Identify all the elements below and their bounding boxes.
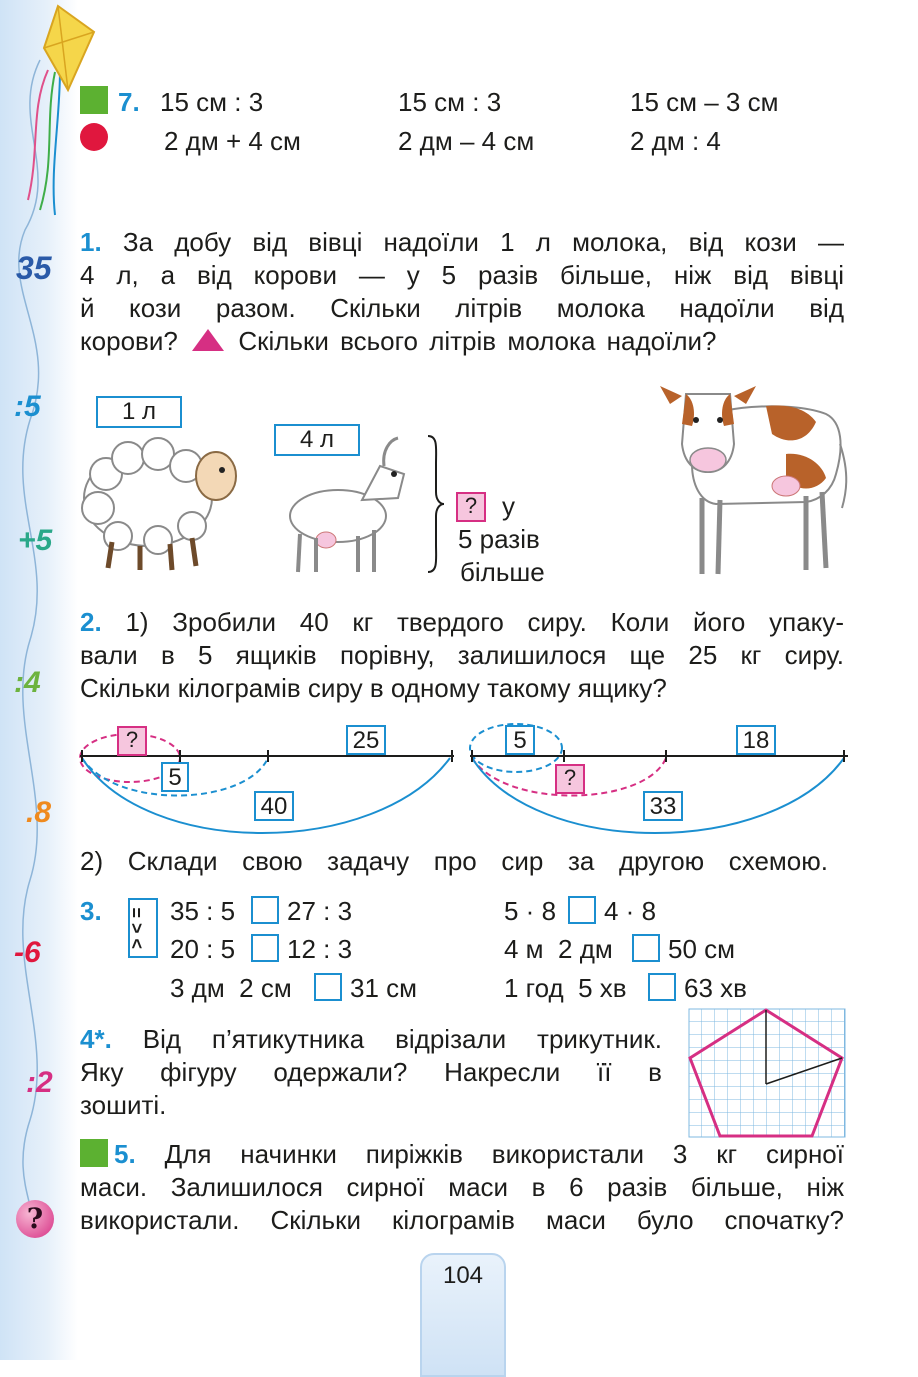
- goat-label-box: 4 л: [274, 424, 360, 456]
- task3-expr: 4 м 2 дм: [504, 934, 613, 964]
- brace-text: 5 разів: [458, 524, 540, 554]
- scheme-value-box: 40: [254, 791, 294, 821]
- sidebar-number: +5: [18, 524, 53, 557]
- answer-box[interactable]: [251, 934, 279, 962]
- sheep-label-box: 1 л: [96, 396, 182, 428]
- task3-expr: 50 см: [668, 934, 736, 964]
- task7-expr: 2 дм + 4 см: [164, 126, 301, 156]
- sidebar-number: :2: [26, 1066, 53, 1099]
- kite-icon: [38, 4, 98, 94]
- goat-illustration: [286, 430, 416, 580]
- brace-text: більше: [460, 557, 545, 587]
- task2-line: вали в 5 ящиків порівну, залишилося ще 25 кг сиру.: [80, 640, 844, 670]
- task1-line: й кози разом. Скільки літрів молока надоїли від: [80, 293, 844, 323]
- sidebar-number: .8: [26, 796, 52, 829]
- answer-box[interactable]: [314, 973, 342, 1001]
- scheme-value-box: 5: [161, 762, 189, 792]
- green-square-icon: [80, 86, 108, 114]
- task1-text: [80, 226, 844, 358]
- task7-expr: 15 см – 3 см: [630, 87, 779, 117]
- sidebar-number: :4: [14, 666, 41, 699]
- brace-icon: [424, 434, 448, 574]
- brace-text: у: [502, 491, 515, 521]
- task4-text: 4*. Від п’ятикутника відрізали трикутник. Яку фігуру одержали? Накресли її в зошиті.: [80, 1024, 662, 1120]
- pentagon-grid-figure: [688, 1008, 846, 1138]
- task3-expr: 3 дм 2 см: [170, 973, 292, 1003]
- question-box: ?: [555, 764, 585, 794]
- red-circle-icon: [80, 123, 108, 151]
- answer-box[interactable]: [648, 973, 676, 1001]
- sidebar-number: -6: [14, 936, 41, 969]
- sidebar-number: 35: [16, 250, 52, 286]
- scheme-value-box: 25: [346, 725, 386, 755]
- question-box: ?: [117, 726, 147, 756]
- task5-text: 5. Для начинки пиріжків використали 3 кг сирної маси. Залишилося сирної маси в 6 разів більше, ніж використали. Скільки кілограмів маси було спочатку?: [80, 1139, 844, 1235]
- task2-part2: 2) Склади свою задачу про сир за другою схемою.: [80, 846, 828, 876]
- sheep-illustration: [78, 428, 248, 578]
- answer-box[interactable]: [568, 896, 596, 924]
- answer-box[interactable]: [251, 896, 279, 924]
- task2-line: 1) Зробили 40 кг твердого сиру. Коли його упаку-: [125, 607, 844, 637]
- cow-illustration: [656, 374, 852, 580]
- task3-expr: 63 хв: [684, 973, 747, 1003]
- task1-line: корови?: [80, 326, 178, 356]
- task3-expr: 31 см: [350, 973, 418, 1003]
- task7-number: 7.: [118, 87, 140, 117]
- task3-expr: 27 : 3: [287, 896, 353, 926]
- help-question-icon[interactable]: ?: [16, 1200, 54, 1238]
- task1-number: 1.: [80, 227, 102, 257]
- task3-number: 3.: [80, 896, 102, 926]
- task2-text: [80, 606, 844, 705]
- task4-number: 4*.: [80, 1024, 112, 1054]
- task3-expr: 1 год 5 хв: [504, 973, 627, 1003]
- task3-expr: 4 · 8: [604, 896, 657, 926]
- task5-number: 5.: [114, 1139, 136, 1169]
- task1-line: 4 л, а від корови — у 5 разів більше, ніж від вівці: [80, 260, 844, 290]
- task7-expr: 15 см : 3: [398, 87, 502, 117]
- task7-expr: 2 дм : 4: [630, 126, 721, 156]
- scheme-value-box: 33: [643, 791, 683, 821]
- task3-expr: 5 · 8: [504, 896, 557, 926]
- task3-expr: 20 : 5: [170, 934, 236, 964]
- task7-expr: 2 дм – 4 см: [398, 126, 535, 156]
- task3-expr: 35 : 5: [170, 896, 236, 926]
- scheme-value-box: 5: [505, 725, 535, 755]
- task7-expr: 15 см : 3: [160, 87, 264, 117]
- sidebar-number: :5: [14, 390, 41, 423]
- task3-expr: 12 : 3: [287, 934, 353, 964]
- page-number: 104: [442, 1262, 484, 1289]
- task2-line: Скільки кілограмів сиру в одному такому ящику?: [80, 673, 667, 703]
- comparison-signs-box: > < =: [128, 898, 158, 958]
- sidebar: [0, 0, 78, 1360]
- pink-triangle-icon: [191, 327, 225, 353]
- answer-box[interactable]: [632, 934, 660, 962]
- scheme-value-box: 18: [736, 725, 776, 755]
- task1-line: Скільки всього літрів молока надоїли?: [238, 326, 717, 356]
- task2-number: 2.: [80, 607, 102, 637]
- question-box: ?: [456, 492, 486, 522]
- task1-line: За добу від вівці надоїли 1 л молока, від кози —: [122, 227, 844, 257]
